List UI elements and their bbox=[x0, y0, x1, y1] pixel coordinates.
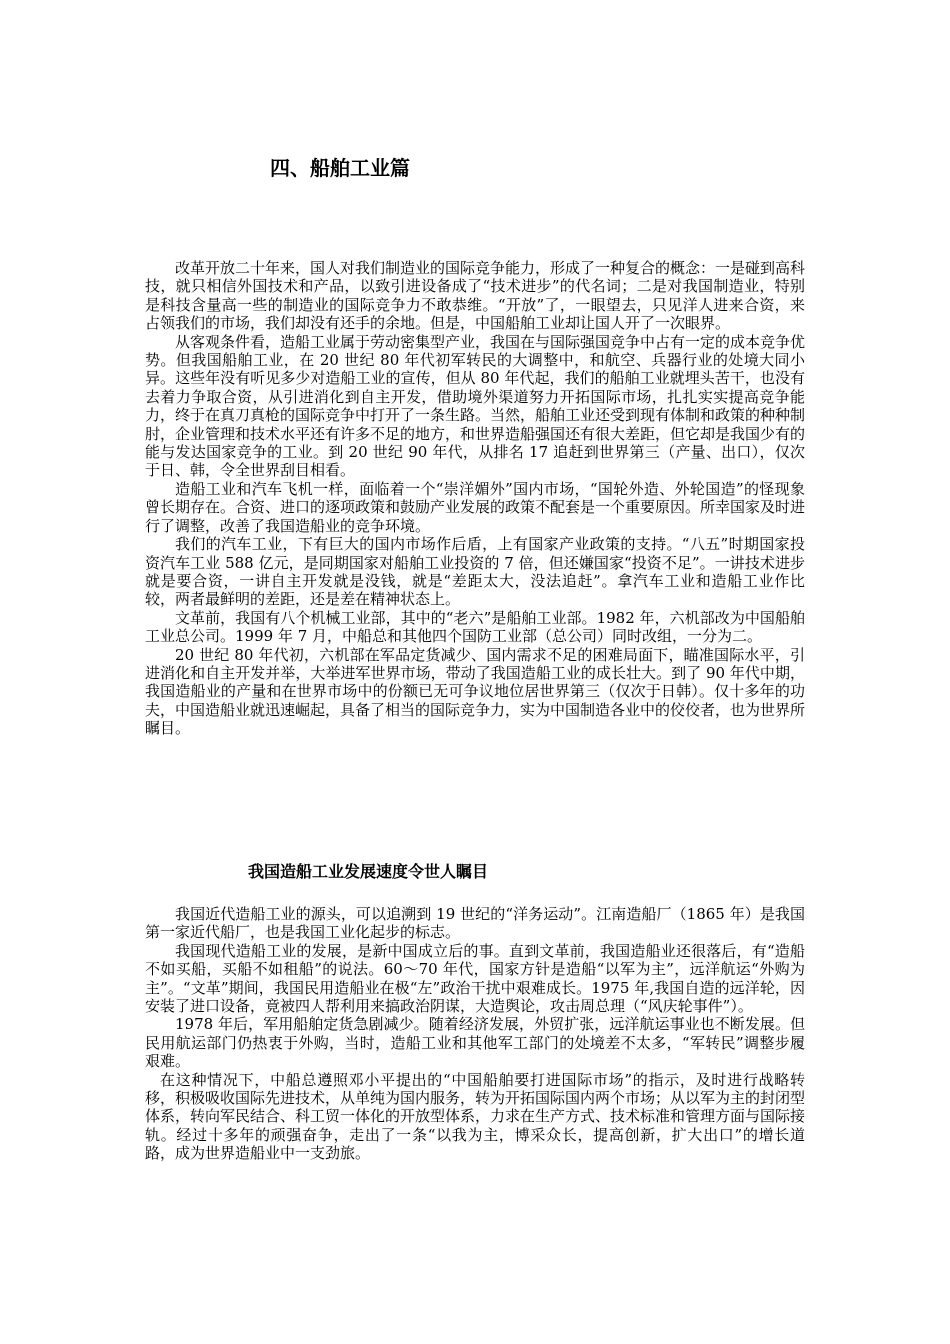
paragraph: 造船工业和汽车飞机一样，面临着一个“崇洋媚外”国内市场，“国轮外造、外轮国造”的怪现象曾长期存在。合资、进口的逐项政策和鼓励产业发展的政策不配套是一个重要原因。所幸国家及时进行了调整，改善了我国造船业的竞争环境。 bbox=[145, 479, 806, 535]
paragraph: 文革前，我国有八个机械工业部，其中的“老六”是船舶工业部。1982 年，六机部改为中国船舶工业总公司。1999 年 7 月，中船总和其他四个国防工业部（总公司）同时改组，一分为二。 bbox=[145, 608, 805, 646]
paragraph: 我国现代造船工业的发展，是新中国成立后的事。直到文革前，我国造船业还很落后，有“造船不如买船，买船不如租船”的说法。60～70 年代，国家方针是造船“以军为主”，远洋航运“外购为主”。“文革”期间，我国民用造船业在极“左”政治干扰中艰难成长。1975 年,我国自造的远洋轮，因安装了进口设备，竟被四人帮利用来搞政治阴谋，大造舆论，攻击周总理（“风庆轮事件”）。 bbox=[145, 941, 805, 1016]
paragraph: 改革开放二十年来，国人对我们制造业的国际竞争能力，形成了一种复合的概念：一是碰到高科技，就只相信外国技术和产品，以致引进设备成了“技术进步”的代名词；二是对我国制造业，特别是科技含量高一些的制造业的国际竞争力不敢恭维。“开放”了，一眼望去，只见洋人进来合资，来占领我们的市场，我们却没有还手的余地。但是，中国船舶工业却让国人开了一次眼界。 bbox=[145, 259, 806, 333]
paragraph: 我们的汽车工业，下有巨大的国内市场作后盾，上有国家产业政策的支持。“八五”时期国家投资汽车工业 588 亿元，是同期国家对船舶工业投资的 7 倍，但还嫌国家“投资不足”。一讲技术进步就是要合资，一讲自主开发就是没钱，就是“差距太大，没法追赶”。拿汽车工业和造船工业作比较，两者最鲜明的差距，还是差在精神状态上。 bbox=[145, 535, 805, 609]
paragraph: 在这种情况下，中船总遵照邓小平提出的“中国船舶要打进国际市场”的指示，及时进行战略转移，积极吸收国际先进技术，从单纯为国内服务，转为开拓国际国内两个市场；从以军为主的封闭型体系，转向军民结合、科工贸一体化的开放型体系，力求在生产方式、技术标准和管理方面与国际接轨。经过十多年的顽强奋争，走出了一条“以我为主，博采众长，提高创新，扩大出口”的增长道路，成为世界造船业中一支劲旅。 bbox=[145, 1070, 806, 1163]
paragraph: 20 世纪 80 年代初，六机部在军品定货减少、国内需求不足的困难局面下，瞄准国际水平，引进消化和自主开发并举，大举进军世界市场，带动了我国造船工业的成长壮大。到了 90 年代中期，我国造船业的产量和在世界市场中的份额已无可争议地位居世界第三（仅次于日韩）。仅十多年的功夫，中国造船业就迅速崛起，具备了相当的国际竞争力，实为中国制造各业中的佼佼者，也为世界所瞩目。 bbox=[145, 645, 806, 738]
section-body bbox=[145, 905, 805, 1163]
section-body bbox=[145, 259, 805, 738]
paragraph: 我国近代造船工业的源头，可以追溯到 19 世纪的“洋务运动”。江南造船厂（1865 年）是我国第一家近代船厂，也是我国工业化起步的标志。 bbox=[145, 905, 805, 942]
paragraph: 从客观条件看，造船工业属于劳动密集型产业，我国在与国际强国竞争中占有一定的成本竞争优势。但我国船舶工业，在 20 世纪 80 年代初军转民的大调整中，和航空、兵器行业的处境大同小异。这些年没有听见多少对造船工业的宣传，但从 80 年代起，我们的船舶工业就埋头苦干，也没有去着力争取合资，从引进消化到自主开发，借助境外渠道努力开拓国际市场，扎扎实实提高竞争能力，终于在真刀真枪的国际竞争中打开了一条生路。当然，船舶工业还受到现有体制和政策的种种制肘，企业管理和技术水平还有许多不足的地方，和世界造船强国还有很大差距，但它却是我国少有的能与发达国家竞争的工业。到 20 世纪 90 年代，从排名 17 追赶到世界第三（产量、出口），仅次于日、韩，令全世界刮目相看。 bbox=[145, 332, 806, 480]
page-title: 四、船舶工业篇 bbox=[270, 156, 410, 180]
section-heading: 我国造船工业发展速度令世人瞩目 bbox=[248, 862, 489, 881]
paragraph: 1978 年后，军用船舶定货急剧减少。随着经济发展，外贸扩张，远洋航运事业也不断发展。但民用航运部门仍热衷于外购，当时，造船工业和其他军工部门的处境差不太多，“军转民”调整步履艰难。 bbox=[145, 1015, 805, 1071]
